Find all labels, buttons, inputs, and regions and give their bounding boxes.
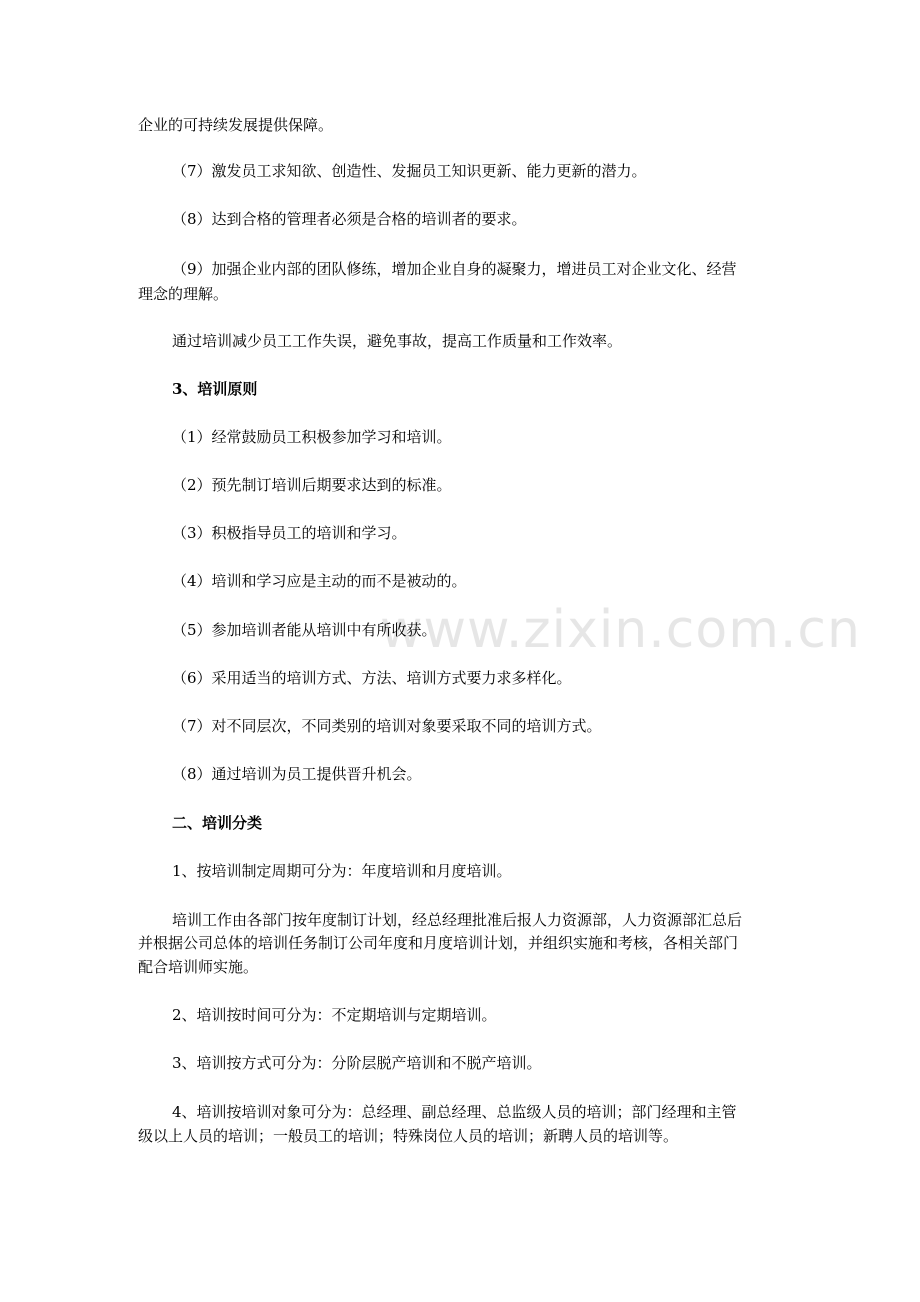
section-heading: 3、培训原则 [172, 380, 258, 398]
paragraph-line: （6）采用适当的培训方式、方法、培训方式要力求多样化。 [172, 669, 572, 687]
paragraph-line: （5）参加培训者能从培训中有所收获。 [172, 621, 437, 639]
paragraph-line: （7）激发员工求知欲、创造性、发掘员工知识更新、能力更新的潜力。 [172, 162, 647, 180]
paragraph-line: 通过培训减少员工工作失误，避免事故，提高工作质量和工作效率。 [172, 332, 623, 350]
watermark: www.zixin.com.cn [380, 600, 861, 660]
paragraph-line: （9）加强企业内部的团队修练，增加企业自身的凝聚力，增进员工对企业文化、经营 [172, 260, 737, 278]
paragraph-line: 并根据公司总体的培训任务制订公司年度和月度培训计划，并组织实施和考核，各相关部门 [138, 934, 739, 952]
paragraph-line: 3、培训按方式可分为：分阶层脱产培训和不脱产培训。 [172, 1054, 542, 1072]
paragraph-line: （8）通过培训为员工提供晋升机会。 [172, 765, 422, 783]
paragraph-line: （8）达到合格的管理者必须是合格的培训者的要求。 [172, 210, 527, 228]
paragraph-line: 4、培训按培训对象可分为：总经理、副总经理、总监级人员的培训；部门经理和主管 [172, 1103, 737, 1121]
paragraph-line: 级以上人员的培训；一般员工的培训；特殊岗位人员的培训；新聘人员的培训等。 [138, 1127, 679, 1145]
section-heading: 二、培训分类 [172, 814, 263, 832]
paragraph-line: （2）预先制订培训后期要求达到的标准。 [172, 476, 452, 494]
paragraph-line: （1）经常鼓励员工积极参加学习和培训。 [172, 428, 452, 446]
paragraph-line: 培训工作由各部门按年度制订计划，经总经理批准后报人力资源部，人力资源部汇总后 [172, 911, 743, 929]
paragraph-line: 企业的可持续发展提供保障。 [138, 116, 334, 134]
paragraph-line: 2、培训按时间可分为：不定期培训与定期培训。 [172, 1006, 497, 1024]
paragraph-line: （4）培训和学习应是主动的而不是被动的。 [172, 572, 467, 590]
paragraph-line: （3）积极指导员工的培训和学习。 [172, 524, 407, 542]
paragraph-line: 1、按培训制定周期可分为：年度培训和月度培训。 [172, 862, 512, 880]
paragraph-line: 理念的理解。 [138, 285, 229, 303]
paragraph-line: （7）对不同层次，不同类别的培训对象要采取不同的培训方式。 [172, 717, 602, 735]
paragraph-line: 配合培训师实施。 [138, 958, 259, 976]
